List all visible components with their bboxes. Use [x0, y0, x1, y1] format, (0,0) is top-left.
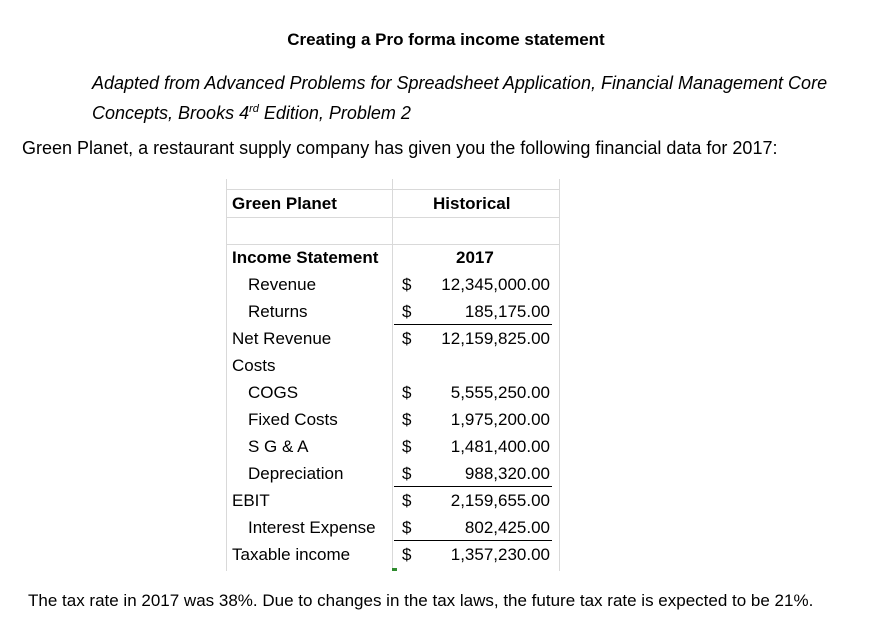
row-value: 12,345,000.00 — [441, 275, 550, 294]
row-label: Net Revenue — [232, 329, 332, 348]
row-value: 988,320.00 — [464, 464, 550, 483]
row-value: 12,159,825.00 — [441, 329, 550, 348]
currency-symbol: $ — [402, 302, 412, 321]
row-label: Taxable income — [232, 545, 351, 564]
row-label: EBIT — [232, 491, 270, 510]
grid-line — [226, 179, 227, 571]
cell-marker — [392, 568, 397, 571]
section-label: Income Statement — [232, 248, 379, 267]
grid-line — [392, 179, 393, 571]
income-statement-table — [226, 179, 560, 571]
source-superscript: rd — [249, 103, 259, 115]
row-label: Interest Expense — [248, 518, 376, 537]
page-title: Creating a Pro forma income statement — [287, 30, 605, 49]
currency-symbol: $ — [402, 545, 412, 564]
source-text-end: Edition, Problem 2 — [258, 103, 411, 123]
row-label: S G & A — [248, 437, 309, 456]
row-label: Depreciation — [248, 464, 344, 483]
currency-symbol: $ — [402, 518, 412, 537]
grid-line — [559, 179, 560, 571]
row-value: 5,555,250.00 — [450, 383, 550, 402]
row-value: 1,357,230.00 — [450, 545, 550, 564]
currency-symbol: $ — [402, 275, 412, 294]
row-label: Costs — [232, 356, 276, 375]
currency-symbol: $ — [402, 464, 412, 483]
row-value: 1,481,400.00 — [450, 437, 550, 456]
currency-symbol: $ — [402, 410, 412, 429]
company-name: Green Planet — [232, 194, 337, 213]
row-label: COGS — [248, 383, 299, 402]
row-value: 1,975,200.00 — [450, 410, 550, 429]
currency-symbol: $ — [402, 329, 412, 348]
historical-header: Historical — [433, 194, 511, 213]
currency-symbol: $ — [402, 491, 412, 510]
row-value: 185,175.00 — [464, 302, 550, 321]
row-value: 2,159,655.00 — [450, 491, 550, 510]
source-citation — [92, 70, 872, 126]
currency-symbol: $ — [402, 383, 412, 402]
currency-symbol: $ — [402, 437, 412, 456]
footer-text: The tax rate in 2017 was 38%. Due to changes in the tax laws, the future tax rate is expected to be 21%. — [28, 591, 814, 610]
row-label: Revenue — [248, 275, 317, 294]
intro-text: Green Planet, a restaurant supply company has given you the following financial data for 2017: — [22, 138, 778, 158]
row-label: Returns — [248, 302, 308, 321]
source-text: Adapted from Advanced Problems for Spreadsheet Application, Financial Management Core Concepts, Brooks 4 — [92, 73, 828, 123]
grid-line — [226, 217, 560, 218]
year-header: 2017 — [456, 248, 494, 267]
row-label: Fixed Costs — [248, 410, 338, 429]
row-value: 802,425.00 — [464, 518, 550, 537]
